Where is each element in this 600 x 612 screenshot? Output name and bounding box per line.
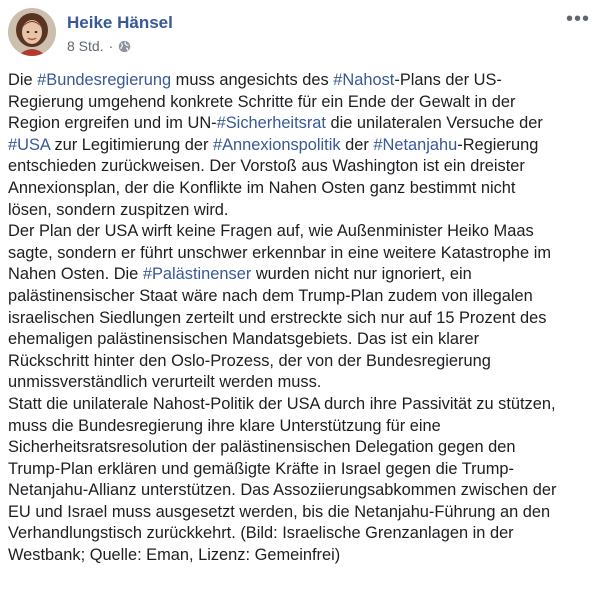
text-segment: EU und Israel muss ausgesetzt werden, bis die Netanjahu-Führung an den [8, 502, 551, 521]
post-text-line [8, 156, 594, 178]
post-text-line [8, 480, 594, 502]
post-meta [67, 38, 131, 54]
text-segment: ehemaligen palästinensischen Mandatsgebiets. Das ist ein klarer [8, 330, 480, 349]
post-text-line [8, 372, 594, 394]
post-text-line [8, 545, 594, 567]
text-segment: muss die Bundesregierung ihre klare Unterstützung für eine [8, 416, 441, 435]
text-segment: sagte, sondern er führt unschwer erkennbar in eine weitere Katastrophe im [8, 243, 552, 262]
post-text-line [8, 351, 594, 373]
text-segment: israelischen Siedlungen zerteilt und erstreckte sich nur auf 15 Prozent des [8, 308, 547, 327]
hashtag-link[interactable]: #Bundesregierung [37, 71, 172, 89]
post-text-line [8, 416, 594, 438]
hashtag-link[interactable]: #Nahost [333, 71, 395, 89]
more-options-icon[interactable]: ••• [565, 8, 590, 30]
text-segment: Trump-Plan erklären und gemäßigte Kräfte in Israel gegen die Trump- [8, 459, 514, 478]
hashtag-link[interactable]: #Netanjahu [373, 135, 458, 154]
text-segment: Nahen Osten. Die [8, 265, 143, 284]
hashtag-link[interactable]: #Annexionspolitik [213, 135, 341, 154]
post-text-line [8, 92, 594, 114]
author-name-link[interactable]: Heike Hänsel [67, 13, 173, 32]
text-segment: Regierung umgehend konkrete Schritte für ein Ende der Gewalt in der [8, 92, 516, 111]
post-text-line [8, 394, 594, 416]
post-text-line [8, 308, 594, 330]
text-segment: Statt die unilaterale Nahost-Politik der USA durch ihre Passivität zu stützen, [8, 394, 556, 413]
post-text-line [8, 286, 594, 308]
post-text-line [8, 221, 594, 243]
meta-separator: · [108, 38, 114, 54]
text-segment: lösen, sondern zuspitzen wird. [8, 200, 229, 219]
post-text-line [8, 329, 594, 351]
text-segment: der [340, 135, 374, 154]
text-segment: Rückschritt hinter den Oslo-Prozess, der von der Bundesregierung [8, 351, 491, 370]
text-segment: Der Plan der USA wirft keine Fragen auf, wie Außenminister Heiko Maas [8, 222, 534, 241]
text-segment: Region ergreifen und im UN- [8, 114, 217, 133]
hashtag-link[interactable]: #USA [8, 135, 50, 154]
post-text-line [8, 502, 594, 524]
text-segment: unmissverständlich verurteilt werden muss. [8, 373, 322, 392]
text-segment: wurden nicht nur ignoriert, ein [251, 265, 472, 284]
post-timestamp[interactable]: 8 Std. [67, 38, 104, 54]
text-segment: Verhandlungstisch zurückkehrt. (Bild: Israelische Grenzanlagen in der [8, 524, 514, 543]
author-avatar[interactable] [8, 8, 56, 56]
post-text-line [8, 70, 594, 92]
text-segment: entschieden zurückweisen. Der Vorstoß aus Washington ist ein dreister [8, 157, 525, 176]
post-text-line [8, 178, 594, 200]
post-text-line [8, 459, 594, 481]
post-text-line [8, 523, 594, 545]
post-text [8, 70, 594, 567]
text-segment: -Plans der US- [394, 71, 502, 89]
post-text-line [8, 113, 594, 135]
post-text-line [8, 264, 594, 286]
hashtag-link[interactable]: #Sicherheitsrat [216, 114, 326, 133]
text-segment: Sicherheitsratsresolution der palästinensischen Delegation gegen den [8, 438, 516, 457]
text-segment: -Regierung [457, 135, 539, 154]
post-text-line [8, 243, 594, 265]
post-text-line [8, 437, 594, 459]
globe-icon[interactable] [118, 40, 131, 53]
text-segment: zur Legitimierung der [49, 135, 213, 154]
text-segment: die unilateralen Versuche der [325, 114, 543, 133]
avatar-photo [8, 8, 56, 56]
post-text-line [8, 135, 594, 157]
text-segment: muss angesichts des [171, 71, 334, 89]
text-segment: Westbank; Quelle: Eman, Lizenz: Gemeinfrei) [8, 546, 341, 565]
text-segment: Die [8, 71, 38, 89]
hashtag-link[interactable]: #Palästinenser [142, 265, 252, 284]
text-segment: palästinensischer Staat wäre nach dem Trump-Plan zudem von illegalen [8, 286, 533, 305]
text-segment: Annexionsplan, der die Konflikte im Nahen Osten ganz bestimmt nicht [8, 178, 516, 197]
text-segment: Netanjahu-Allianz unterstützen. Das Assoziierungsabkommen zwischen der [8, 481, 557, 500]
post-text-line [8, 200, 594, 222]
